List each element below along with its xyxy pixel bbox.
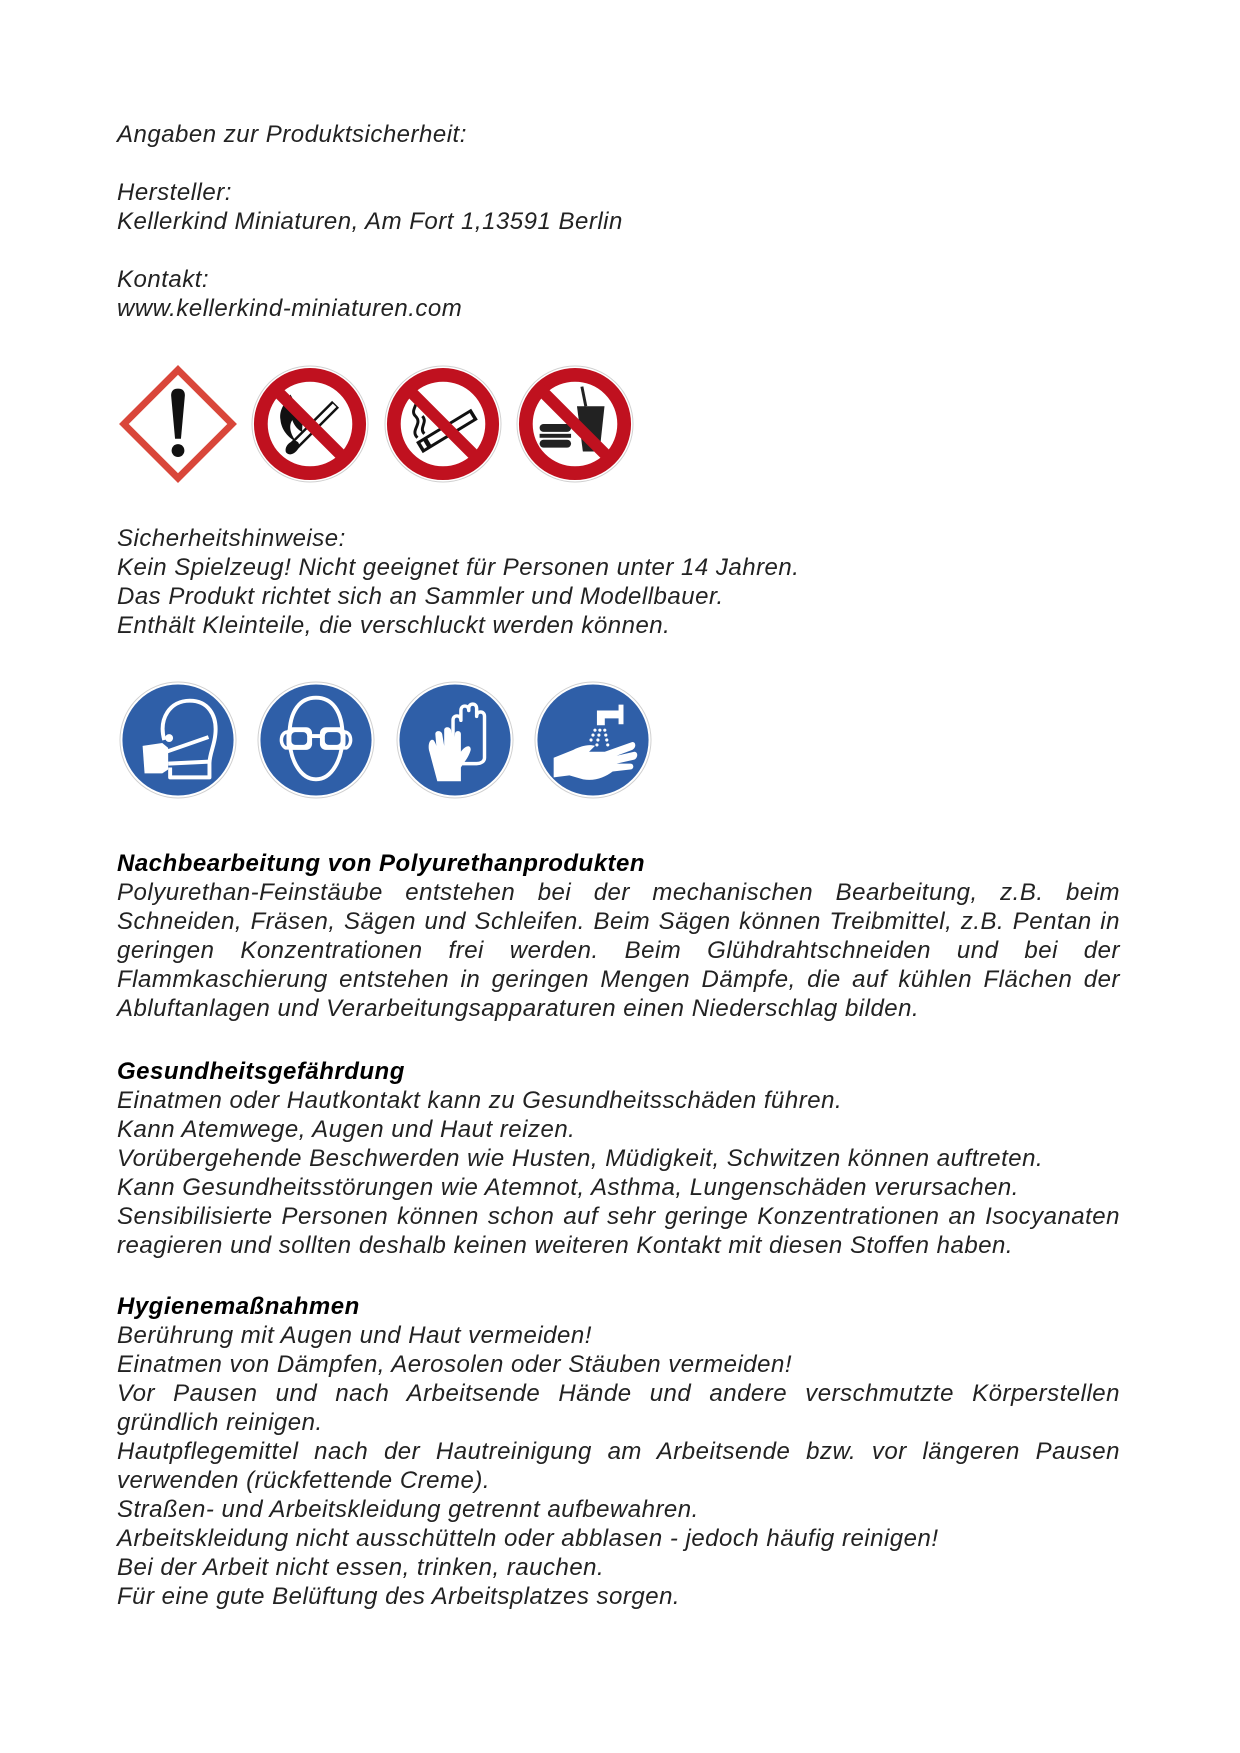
safety-notes-label: Sicherheitshinweise: [117,525,346,552]
section-health-hazard [117,1057,1120,1260]
safety-note-line: Kein Spielzeug! Nicht geeignet für Personen unter 14 Jahren. [117,554,800,581]
no-open-flame-icon [251,365,369,483]
paragraph-line: Schneiden, Fräsen, Sägen und Schleifen. Beim Sägen können Treibmittel, z.B. Pentan in [117,908,1120,935]
paragraph-line: Kann Gesundheitsstörungen wie Atemnot, Asthma, Lungenschäden verursachen. [117,1174,1019,1201]
contact-label: Kontakt: [117,266,210,293]
safety-note-line: Enthält Kleinteile, die verschluckt werden können. [117,612,671,639]
wear-eye-protection-icon [257,681,375,799]
paragraph-line: gründlich reinigen. [117,1409,323,1436]
contact-block [117,265,1120,323]
paragraph-line: Polyurethan-Feinstäube entstehen bei der mechanischen Bearbeitung, z.B. beim [117,879,1120,906]
no-eating-drinking-icon [516,365,634,483]
manufacturer-label: Hersteller: [117,179,232,206]
wear-gloves-icon [396,681,514,799]
paragraph-line: Vor Pausen und nach Arbeitsende Hände und andere verschmutzte Körperstellen [117,1380,1120,1407]
paragraph-line: Hautpflegemittel nach der Hautreinigung am Arbeitsende bzw. vor längeren Pausen [117,1438,1120,1465]
paragraph-line: Sensibilisierte Personen können schon auf sehr geringe Konzentrationen an Isocyanaten [117,1203,1120,1230]
paragraph-line: Einatmen von Dämpfen, Aerosolen oder Stäuben vermeiden! [117,1351,792,1378]
section-heading: Hygienemaßnahmen [117,1293,360,1320]
safety-notes-block [117,524,1120,640]
paragraph-line: Flammkaschierung entstehen in geringen Mengen Dämpfe, die auf kühlen Flächen der [117,966,1120,993]
wash-hands-icon [534,681,652,799]
section-post-processing [117,849,1120,1023]
section-heading: Nachbearbeitung von Polyurethanprodukten [117,850,646,877]
product-safety-title-block [117,120,1120,149]
paragraph-line: Vorübergehende Beschwerden wie Husten, Müdigkeit, Schwitzen können auftreten. [117,1145,1044,1172]
website-link[interactable]: www.kellerkind-miniaturen.com [117,295,463,322]
paragraph-line: Abluftanlagen und Verarbeitungsapparaturen einen Niederschlag bilden. [117,995,920,1022]
paragraph-line: Bei der Arbeit nicht essen, trinken, rauchen. [117,1554,605,1581]
paragraph-line: geringen Konzentrationen frei werden. Beim Glühdrahtschneiden und bei der [117,937,1120,964]
manufacturer-address: Kellerkind Miniaturen, Am Fort 1,13591 Berlin [117,208,623,235]
section-heading: Gesundheitsgefährdung [117,1058,405,1085]
paragraph-line: Für eine gute Belüftung des Arbeitsplatzes sorgen. [117,1583,681,1610]
section-hygiene-measures [117,1292,1120,1611]
paragraph-line: Straßen- und Arbeitskleidung getrennt aufbewahren. [117,1496,699,1523]
paragraph-line: Einatmen oder Hautkontakt kann zu Gesundheitsschäden führen. [117,1087,843,1114]
paragraph-line: reagieren und sollten deshalb keinen weiteren Kontakt mit diesen Stoffen haben. [117,1232,1014,1259]
wear-mask-icon [119,681,237,799]
manufacturer-block [117,178,1120,236]
paragraph-line: Kann Atemwege, Augen und Haut reizen. [117,1116,576,1143]
page-title: Angaben zur Produktsicherheit: [117,121,467,148]
paragraph-line: verwenden (rückfettende Creme). [117,1467,490,1494]
paragraph-line: Arbeitskleidung nicht ausschütteln oder abblasen - jedoch häufig reinigen! [117,1525,939,1552]
safety-note-line: Das Produkt richtet sich an Sammler und Modellbauer. [117,583,724,610]
warning-exclamation-icon [119,365,237,483]
no-smoking-icon [384,365,502,483]
paragraph-line: Berührung mit Augen und Haut vermeiden! [117,1322,592,1349]
